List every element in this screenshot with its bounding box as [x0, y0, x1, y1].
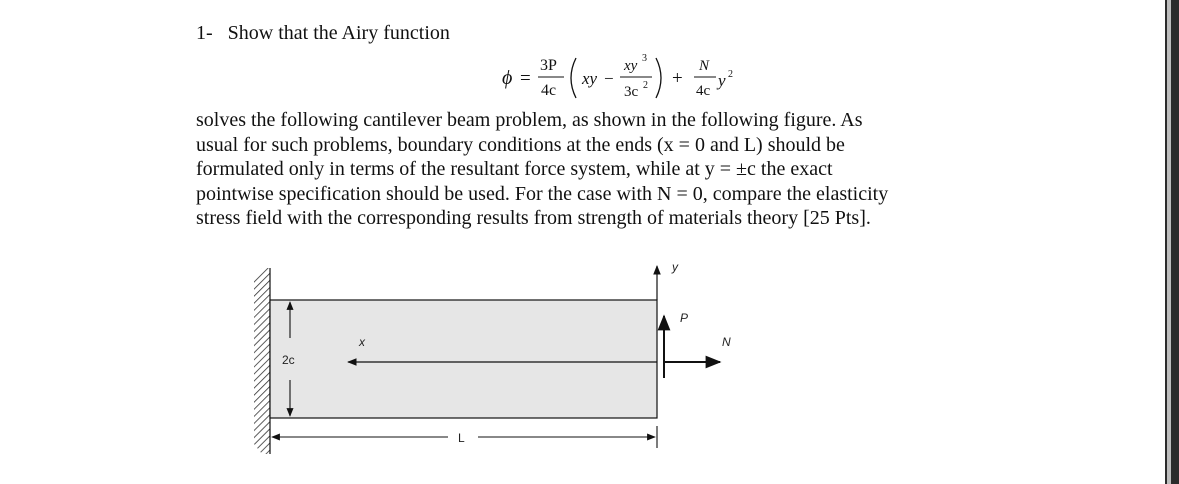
eq-coef2-den: 4c	[696, 83, 711, 99]
label-L: L	[458, 431, 465, 445]
label-N: N	[722, 335, 731, 349]
airy-function-equation	[500, 50, 780, 106]
statement-line: stress field with the corresponding results from strength of materials theory [25 Pts].	[196, 207, 871, 230]
problem-statement	[196, 108, 956, 231]
label-P: P	[680, 311, 689, 325]
eq-inner-num: xy	[624, 58, 638, 74]
label-x: x	[359, 335, 365, 349]
problem-number: 1-	[196, 22, 213, 44]
eq-phi: ϕ	[502, 67, 513, 89]
label-y: y	[672, 260, 678, 274]
eq-close-paren	[656, 58, 661, 98]
eq-inner-den-exp: 2	[643, 80, 648, 91]
eq-term-y-exp: 2	[728, 69, 733, 80]
eq-inner-num-exp: 3	[642, 53, 647, 64]
problem-title: Show that the Airy function	[227, 22, 450, 44]
eq-term-y: y	[718, 71, 726, 90]
label-2c: 2c	[282, 353, 295, 367]
cantilever-beam-figure	[232, 254, 772, 454]
right-edge-line	[1167, 0, 1171, 484]
statement-line: usual for such problems, boundary conditions at the ends (x = 0 and L) should be	[196, 133, 845, 156]
eq-coef2-num: N	[699, 58, 710, 74]
problem-heading	[196, 22, 450, 45]
wall-support	[254, 268, 270, 454]
eq-equals: =	[520, 68, 531, 89]
eq-open-paren	[571, 58, 576, 98]
eq-coef1-num: 3P	[540, 57, 557, 74]
eq-term-xy: xy	[582, 69, 598, 88]
eq-coef1-den: 4c	[541, 82, 557, 99]
beam	[270, 300, 657, 418]
statement-line: pointwise specification should be used. For the case with N = 0, compare the elasticity	[196, 182, 889, 205]
statement-line: solves the following cantilever beam problem, as shown in the following figure. As	[196, 109, 863, 131]
eq-inner-den: 3c	[624, 84, 639, 100]
statement-line: formulated only in terms of the resultant force system, while at y = ±c the exact	[196, 158, 833, 181]
eq-minus: −	[604, 69, 614, 88]
right-scrollbar-edge	[1165, 0, 1179, 484]
eq-plus: +	[672, 68, 683, 89]
